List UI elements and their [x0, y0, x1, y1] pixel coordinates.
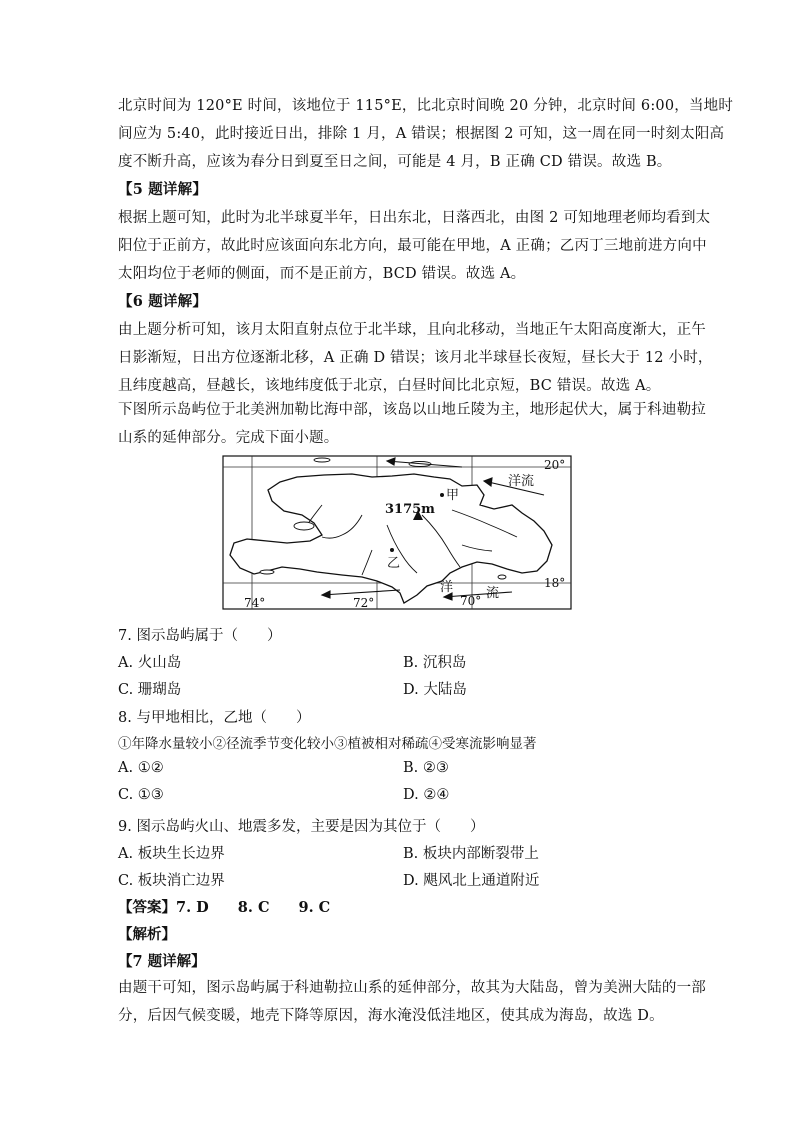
heading-q7: 【7 题详解】 [118, 953, 206, 970]
text-line: 根据上题可知，此时为北半球夏半年，日出东北，日落西北，由图 2 可知地理老师均看到太 [118, 210, 711, 226]
text-line: 阳位于正前方，故此时应该面向东北方向，最可能在甲地，A 正确；乙丙丁三地前进方向中 [118, 238, 707, 254]
current-label-bottom-2: 流 [486, 586, 500, 601]
lat-label-bottom: 18° [544, 576, 566, 590]
question-8-items: ①年降水量较小②径流季节变化较小③植被相对稀疏④受寒流影响显著 [118, 736, 537, 752]
place-label-jia: 甲 [446, 488, 460, 503]
text-line: 间应为 5:40，此时接近日出，排除 1 月，A 错误；根据图 2 可知，这一周在同一时刻太阳高 [118, 126, 725, 142]
text-line: 山系的延伸部分。完成下面小题。 [118, 430, 339, 446]
text-line: 分，后因气候变暖，地壳下降等原因，海水淹没低洼地区，使其成为海岛，故选 D。 [118, 1008, 664, 1024]
q7-option-a: A. 火山岛 [118, 655, 182, 671]
material-intro [118, 396, 706, 452]
current-label-bottom-1: 洋 [440, 580, 454, 595]
q8-option-a: A. ①② [118, 760, 164, 776]
text-line: 太阳均位于老师的侧面，而不是正前方，BCD 错误。故选 A。 [118, 266, 526, 282]
question-7-stem: 7. 图示岛屿属于（ ） [118, 628, 282, 644]
place-jia-dot [440, 493, 444, 497]
text-line: 下图所示岛屿位于北美洲加勒比海中部，该岛以山地丘陵为主，地形起伏大，属于科迪勒拉 [118, 402, 706, 418]
text-line: 度不断升高，应该为春分日到夏至日之间，可能是 4 月，B 正确 CD 错误。故选 B。 [118, 154, 672, 170]
lon-label-70: 70° [460, 594, 482, 608]
q8-option-d: D. ②④ [403, 787, 450, 803]
q9-option-d: D. 飓风北上通道附近 [403, 873, 540, 889]
q7-option-c: C. 珊瑚岛 [118, 682, 182, 698]
q8-option-b: B. ②③ [403, 760, 449, 776]
analysis-heading: 【解析】 [118, 926, 176, 943]
text-line: 日影渐短，日出方位逐渐北移，A 正确 D 错误；该月北半球昼长夜短，昼长大于 12 小时， [118, 350, 713, 366]
place-yi-dot [390, 548, 394, 552]
explanation-q7 [118, 974, 706, 1030]
text-line: 由题干可知，图示岛屿属于科迪勒拉山系的延伸部分，故其为大陆岛，曾为美洲大陆的一部 [118, 980, 706, 996]
place-label-yi: 乙 [387, 556, 401, 571]
text-line: 北京时间为 120°E 时间，该地位于 115°E，比北京时间晚 20 分钟，北京时间 6:00，当地时 [118, 98, 734, 114]
q9-option-c: C. 板块消亡边界 [118, 873, 225, 889]
explanation-q4 [118, 92, 734, 176]
q9-option-a: A. 板块生长边界 [118, 846, 225, 862]
question-9-stem: 9. 图示岛屿火山、地震多发，主要是因为其位于（ ） [118, 819, 485, 835]
q9-option-b: B. 板块内部断裂带上 [403, 846, 539, 862]
lon-label-74: 74° [244, 596, 266, 610]
lon-label-72: 72° [353, 596, 375, 610]
heading-q5: 【5 题详解】 [118, 181, 208, 198]
heading-q6: 【6 题详解】 [118, 293, 208, 310]
q8-option-c: C. ①③ [118, 787, 164, 803]
island-map [222, 455, 572, 610]
q7-option-d: D. 大陆岛 [403, 682, 467, 698]
text-line: 且纬度越高，昼越长，该地纬度低于北京，白昼时间比北京短，BC 错误。故选 A。 [118, 378, 661, 394]
explanation-q5 [118, 204, 711, 288]
question-8-stem: 8. 与甲地相比，乙地（ ） [118, 710, 311, 726]
text-line: 由上题分析可知，该月太阳直射点位于北半球，且向北移动，当地正午太阳高度渐大，正午 [118, 322, 706, 338]
answer-line: 【答案】7. D 8. C 9. C [118, 899, 331, 916]
explanation-q6 [118, 316, 713, 400]
q7-option-b: B. 沉积岛 [403, 655, 467, 671]
lat-label-top: 20° [544, 458, 566, 472]
current-label-top: 洋流 [508, 474, 535, 489]
peak-label: 3175m [385, 502, 435, 517]
